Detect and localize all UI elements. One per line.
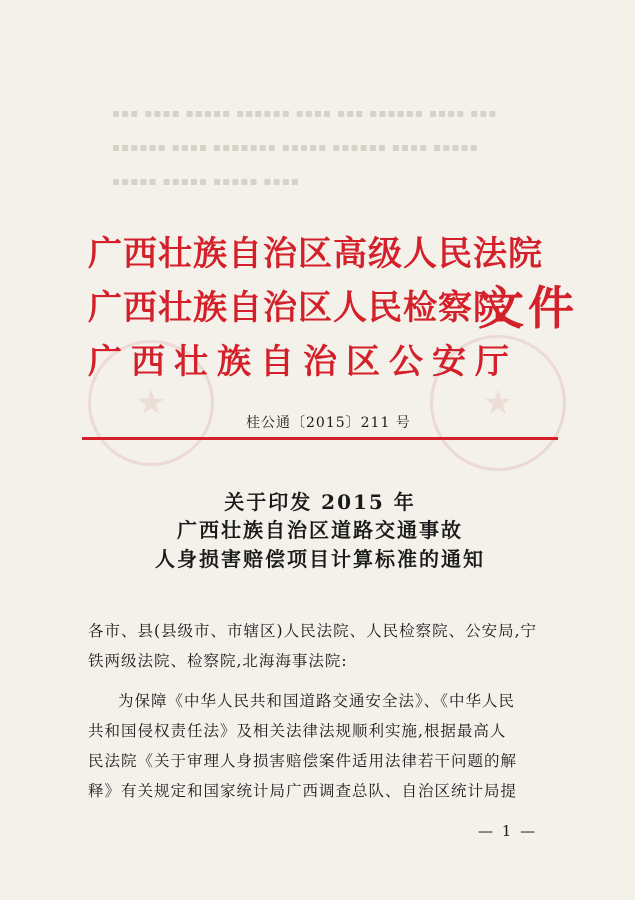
bleed-through-text: ▪▪▪ ▪▪▪▪ ▪▪▪▪▪ ▪▪▪▪▪▪ ▪▪▪▪ ▪▪▪ ▪▪▪▪▪▪ ▪▪▪▪ ▪▪▪ ▪▪▪▪▪▪ ▪▪▪▪ ▪▪▪▪▪▪▪ ▪▪▪▪▪ ▪▪▪▪▪▪ ▪▪▪▪ ▪▪▪▪▪ ▪▪▪▪▪ ▪▪▪▪▪ ▪▪▪▪▪ ▪▪▪▪ — [112, 106, 498, 188]
red-divider — [82, 437, 558, 440]
issuer-police: 广西壮族自治区公安厅 — [88, 342, 518, 382]
title-line-1: 关于印发 2015 年 — [224, 490, 416, 514]
page-number: — 1 — — [478, 822, 538, 840]
body-line: 释》有关规定和国家统计局广西调查总队、自治区统计局提 — [88, 782, 518, 800]
issuer-court: 广西壮族自治区高级人民法院 — [88, 234, 543, 274]
title-line-2: 广西壮族自治区道路交通事故 — [177, 518, 463, 542]
body-line: 为保障《中华人民共和国道路交通安全法》、《中华人民 — [118, 692, 516, 710]
faint-seal-left: ★ — [88, 340, 214, 466]
title-line-3: 人身损害赔偿项目计算标准的通知 — [155, 547, 485, 571]
body-line: 共和国侵权责任法》及相关法律法规顺利实施,根据最高人 — [88, 722, 507, 740]
body-line: 各市、县(县级市、市辖区)人民法院、人民检察院、公安局,宁 — [88, 622, 538, 640]
document-number: 桂公通〔2015〕211 号 — [246, 415, 411, 431]
body-line: 铁两级法院、检察院,北海海事法院: — [88, 652, 348, 670]
issuer-procuratorate: 广西壮族自治区人民检察院 — [88, 288, 508, 328]
faint-seal-right: ★ — [430, 335, 566, 471]
document-type-label: 文件 — [478, 281, 578, 335]
body-line: 民法院《关于审理人身损害赔偿案件适用法律若干问题的解 — [88, 752, 518, 770]
